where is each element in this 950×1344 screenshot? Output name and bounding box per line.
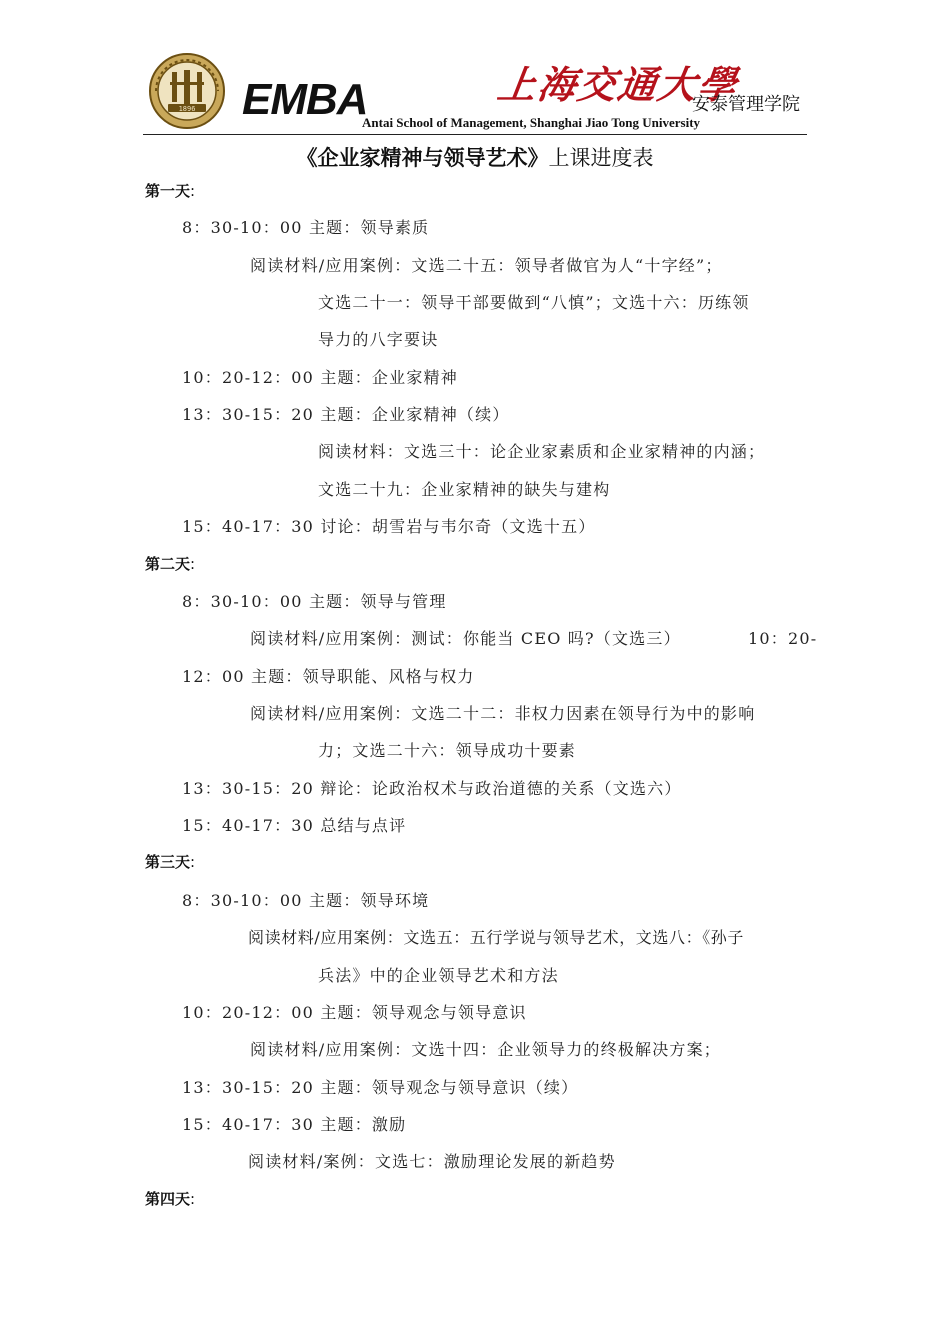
- schedule-line: 10：20-12：00 主题：领导观念与领导意识: [182, 1003, 527, 1022]
- schedule-line: 13：30-15：20 主题：企业家精神（续）: [182, 405, 510, 424]
- reading-line: 文选二十一：领导干部要做到“八慎”；文选十六：历练领: [318, 293, 750, 312]
- day-4-heading: 第四天:: [145, 1190, 196, 1208]
- day-3-heading: 第三天:: [145, 853, 196, 871]
- reading-line: 阅读材料/应用案例：测试：你能当 CEO 吗?（文选三）: [250, 629, 681, 648]
- emba-logo: EMBA: [242, 75, 368, 124]
- day-2-heading: 第二天:: [145, 555, 196, 573]
- title-course-name: 《企业家精神与领导艺术》: [296, 146, 549, 170]
- reading-line: 导力的八字要诀: [318, 330, 439, 349]
- day-1-heading: 第一天:: [145, 182, 196, 200]
- school-name-en: Antai School of Management, Shanghai Jiao Tong University: [362, 115, 701, 130]
- reading-line: 阅读材料/应用案例：文选二十五：领导者做官为人“十字经”；: [250, 256, 723, 275]
- schedule-line: 15：40-17：30 总结与点评: [182, 816, 407, 835]
- reading-line: 阅读材料/应用案例：文选二十二：非权力因素在领导行为中的影响: [250, 704, 756, 723]
- header-divider: [143, 134, 807, 135]
- schedule-line: 8：30-10：00 主题：领导环境: [182, 891, 430, 910]
- university-seal-icon: [148, 52, 226, 130]
- school-name-cn: 安泰管理学院: [692, 94, 800, 115]
- schedule-line: 8：30-10：00 主题：领导素质: [182, 218, 430, 237]
- document-title: [0, 146, 950, 171]
- schedule-line: 15：40-17：30 讨论：胡雪岩与韦尔奇（文选十五）: [182, 517, 596, 536]
- schedule-line: 8：30-10：00 主题：领导与管理: [182, 592, 447, 611]
- reading-line: 力；文选二十六：领导成功十要素: [318, 741, 577, 760]
- schedule-line: 10：20-12：00 主题：企业家精神: [182, 368, 458, 387]
- reading-line: 兵法》中的企业领导艺术和方法: [318, 966, 559, 985]
- reading-line: 阅读材料：文选三十：论企业家素质和企业家精神的内涵；: [318, 442, 766, 461]
- title-rest: 上课进度表: [548, 146, 654, 170]
- schedule-line: 15：40-17：30 主题：激励: [182, 1115, 407, 1134]
- reading-line: 阅读材料/案例：文选七：激励理论发展的新趋势: [248, 1152, 616, 1171]
- reading-line: 文选二十九：企业家精神的缺失与建构: [318, 480, 611, 499]
- reading-line: 阅读材料/应用案例：文选五：五行学说与领导艺术，文选八：《孙子: [248, 928, 744, 947]
- schedule-line: 10：20-: [748, 629, 818, 648]
- seal-year-text: 1896: [178, 105, 196, 113]
- schedule-line: 13：30-15：20 主题：领导观念与领导意识（续）: [182, 1078, 579, 1097]
- university-name-calligraphy: 上海交通大學: [494, 62, 742, 107]
- reading-line: 阅读材料/应用案例：文选十四：企业领导力的终极解决方案；: [250, 1040, 721, 1059]
- schedule-line: 12：00 主题：领导职能、风格与权力: [182, 667, 475, 686]
- schedule-line: 13：30-15：20 辩论：论政治权术与政治道德的关系（文选六）: [182, 779, 682, 798]
